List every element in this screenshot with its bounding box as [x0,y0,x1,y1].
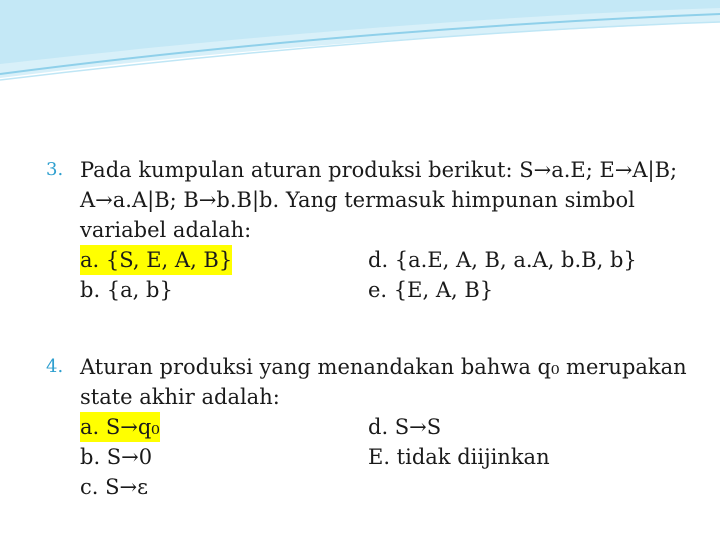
question-text-line: A→a.A|B; B→b.B|b. Yang termasuk himpunan simbol [80,188,635,212]
option-a-highlighted: a. S→q₀ [80,412,160,442]
option-e: e. {E, A, B} [368,278,494,302]
question-text-line: variabel adalah: [80,218,252,242]
option-b: b. {a, b} [80,278,173,302]
option-c: c. S→ε [80,475,148,499]
option-row [80,442,696,472]
option-row [80,412,696,442]
option-d: d. {a.E, A, B, a.A, b.B, b} [368,248,637,272]
question-number: 4. [46,356,64,377]
option-row [80,472,696,502]
question-text-line: Pada kumpulan aturan produksi berikut: S→a.E; E→A|B; [80,158,678,182]
option-d: d. S→S [368,415,442,439]
option-a-highlighted: a. {S, E, A, B} [80,245,232,275]
question-number: 3. [46,159,64,180]
question-text-line: Aturan produksi yang menandakan bahwa q₀ merupakan [80,355,687,379]
option-row [80,245,696,275]
question-text-line: state akhir adalah: [80,385,280,409]
option-row [80,275,696,305]
option-b: b. S→0 [80,445,153,469]
option-e: E. tidak diijinkan [368,445,550,469]
question-4 [46,352,696,502]
decorative-wave-header [0,0,720,90]
question-3 [46,155,696,305]
